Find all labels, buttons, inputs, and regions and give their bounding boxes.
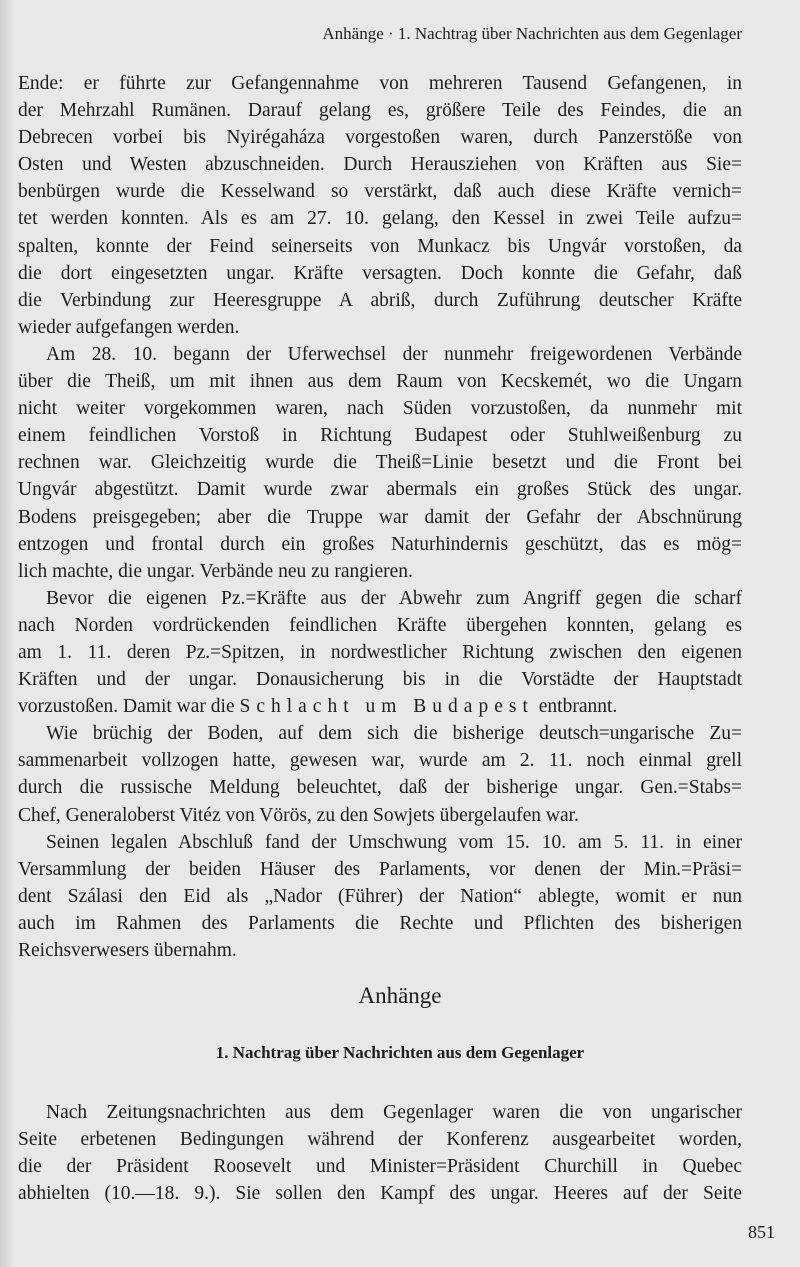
text-line: sammenarbeit vollzogen hatte, gewesen war, wurde am 2. 11. noch einmal grell <box>18 750 742 772</box>
text-line: Nach Zeitungsnachrichten aus dem Gegenlager waren die von ungarischer <box>46 1102 742 1123</box>
body-text-appendix <box>18 1099 742 1207</box>
text-line: Bodens preisgegeben; aber die Truppe war damit der Gefahr der Abschnürung <box>18 506 742 528</box>
text-line: benbürgen wurde die Kesselwand so verstärkt, daß auch diese Kräfte vernich= <box>18 181 742 203</box>
subsection-heading: 1. Nachtrag über Nachrichten aus dem Gegenlager <box>215 1043 585 1062</box>
text-line: wieder aufgefangen werden. <box>18 316 240 338</box>
text-line: lich machte, die ungar. Verbände neu zu rangieren. <box>18 560 413 582</box>
text-line: Reichsverwesers übernahm. <box>18 940 237 961</box>
text-line: Osten und Westen abzuschneiden. Durch Herausziehen von Kräften aus Sie= <box>18 154 742 176</box>
text-line: abhielten (10.—18. 9.). Sie sollen den Kampf des ungar. Heeres auf der Seite <box>18 1183 742 1205</box>
text-line: Chef, Generaloberst Vitéz von Vörös, zu den Sowjets übergelaufen war. <box>18 804 579 826</box>
running-head: Anhänge · 1. Nachtrag über Nachrichten aus dem Gegenlager <box>322 24 742 43</box>
text-line: Ende: er führte zur Gefangennahme von mehreren Tausend Gefangenen, in <box>18 73 742 94</box>
page-edge-shadow <box>0 0 14 1267</box>
text-line: nach Norden vordrückenden feindlichen Kräfte übergehen konnten, gelang es <box>18 614 742 636</box>
text-line: am 1. 11. deren Pz.=Spitzen, in nordwestlicher Richtung zwischen den eigenen <box>18 641 742 663</box>
page-number: 851 <box>748 1222 775 1242</box>
body-text <box>18 70 742 964</box>
text-segment: entbrannt. <box>533 696 618 718</box>
section-heading: Anhänge <box>358 983 442 1008</box>
text-line: Wie brüchig der Boden, auf dem sich die bisherige deutsch=ungarische Zu= <box>46 723 742 745</box>
text-line: die dort eingesetzten ungar. Kräfte versagten. Doch konnte die Gefahr, daß <box>18 262 742 284</box>
text-line: spalten, konnte der Feind seinerseits von Munkacz bis Ungvár vorstoßen, da <box>18 235 742 257</box>
text-line: entzogen und frontal durch ein großes Naturhindernis geschützt, das es mög= <box>18 533 742 555</box>
text-line: nicht weiter vorgekommen waren, nach Süden vorzustoßen, da nunmehr mit <box>18 398 742 420</box>
text-line: Debrecen vorbei bis Nyirégaháza vorgestoßen waren, durch Panzerstöße von <box>18 127 742 149</box>
text-line: Seite erbetenen Bedingungen während der Konferenz ausgearbeitet worden, <box>18 1129 742 1151</box>
text-line: der Mehrzahl Rumänen. Darauf gelang es, größere Teile des Feindes, die an <box>18 100 742 122</box>
text-line: rechnen war. Gleichzeitig wurde die Theiß=Linie besetzt und die Front bei <box>18 452 742 474</box>
text-line: Ungvár abgestützt. Damit wurde zwar abermals ein großes Stück des ungar. <box>18 479 742 501</box>
text-line: Kräften und der ungar. Donausicherung bis in die Vorstädte der Hauptstadt <box>18 669 742 691</box>
text-line: über die Theiß, um mit ihnen aus dem Raum von Kecskemét, wo die Ungarn <box>18 371 742 393</box>
emphasized-text: Schlacht um Budapest <box>239 696 534 718</box>
text-line: Versammlung der beiden Häuser des Parlaments, vor denen der Min.=Präsi= <box>18 858 742 880</box>
text-line: die der Präsident Roosevelt und Minister=Präsident Churchill in Quebec <box>18 1156 742 1178</box>
text-segment: vorzustoßen. Damit war die <box>18 696 240 718</box>
text-line: Bevor die eigenen Pz.=Kräfte aus der Abwehr zum Angriff gegen die scharf <box>46 587 742 609</box>
text-line: Am 28. 10. begann der Uferwechsel der nunmehr freigewordenen Verbände <box>46 343 742 365</box>
text-line: einem feindlichen Vorstoß in Richtung Budapest oder Stuhlweißenburg zu <box>18 425 742 447</box>
text-line: tet werden konnten. Als es am 27. 10. gelang, den Kessel in zwei Teile aufzu= <box>18 208 742 230</box>
text-line: auch im Rahmen des Parlaments die Rechte und Pflichten des bisherigen <box>18 912 742 934</box>
text-line: Seinen legalen Abschluß fand der Umschwung vom 15. 10. am 5. 11. in einer <box>46 831 742 853</box>
text-line: dent Szálasi den Eid als „Nador (Führer) der Nation“ ablegte, womit er nun <box>18 885 742 907</box>
text-line: durch die russische Meldung beleuchtet, daß der bisherige ungar. Gen.=Stabs= <box>18 777 742 799</box>
text-line: die Verbindung zur Heeresgruppe A abriß, durch Zuführung deutscher Kräfte <box>18 289 742 311</box>
text-line <box>18 693 742 720</box>
